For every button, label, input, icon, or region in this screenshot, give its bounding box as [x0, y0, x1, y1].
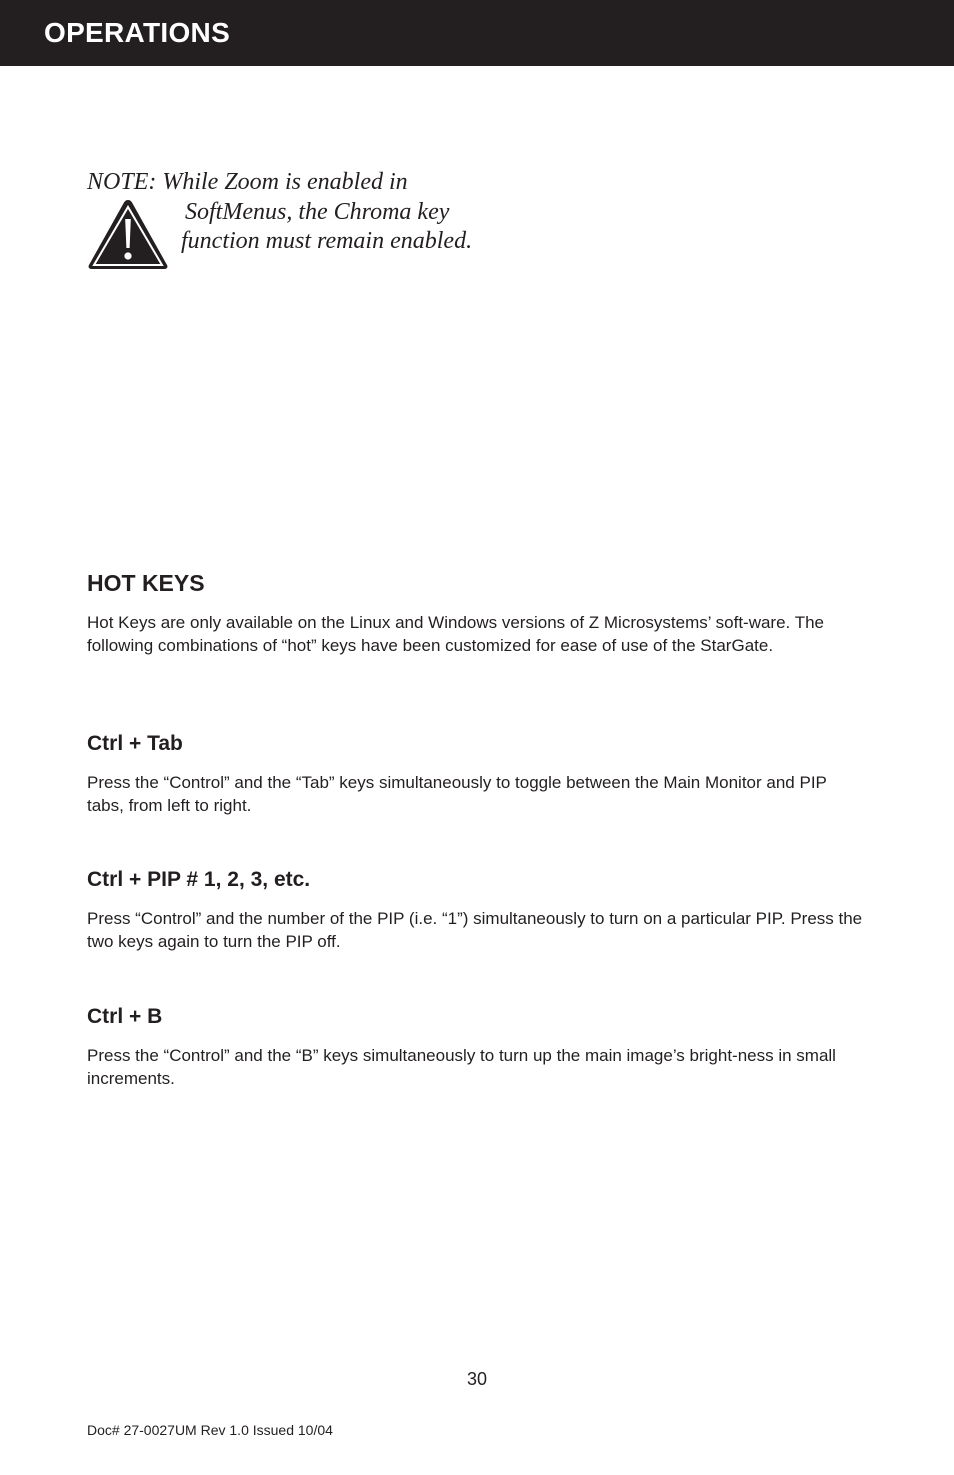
note-line-3: function must remain enabled.	[181, 228, 473, 254]
document-id: Doc# 27-0027UM Rev 1.0 Issued 10/04	[87, 1422, 333, 1438]
note-line-2: SoftMenus, the Chroma key	[185, 199, 450, 225]
hotkey-description-ctrl-tab: Press the “Control” and the “Tab” keys simultaneously to toggle between the Main Monitor and PIP tabs, from left to right.	[87, 773, 827, 815]
hot-keys-heading: HOT KEYS	[87, 570, 205, 596]
hotkey-description-ctrl-pip: Press “Control” and the number of the PIP (i.e. “1”) simultaneously to turn on a particular PIP. Press the two keys again to turn the PIP off.	[87, 909, 863, 951]
header-bar	[0, 0, 954, 66]
warning-triangle-icon	[86, 197, 170, 272]
hotkey-description-ctrl-b: Press the “Control” and the “B” keys simultaneously to turn up the main image’s bright-ness in small increments.	[87, 1046, 836, 1088]
note-line-1: NOTE: While Zoom is enabled in	[87, 169, 408, 195]
hotkey-title-ctrl-pip: Ctrl + PIP # 1, 2, 3, etc.	[87, 868, 311, 891]
section-title: OPERATIONS	[44, 17, 231, 48]
page-number: 30	[466, 1369, 488, 1389]
hot-keys-intro: Hot Keys are only available on the Linux and Windows versions of Z Microsystems’ soft-ware. The following combinations of “hot” keys have been customized for ease of use of the StarGate.	[87, 613, 824, 655]
hotkey-title-ctrl-b: Ctrl + B	[87, 1005, 163, 1028]
hotkey-title-ctrl-tab: Ctrl + Tab	[87, 732, 183, 755]
